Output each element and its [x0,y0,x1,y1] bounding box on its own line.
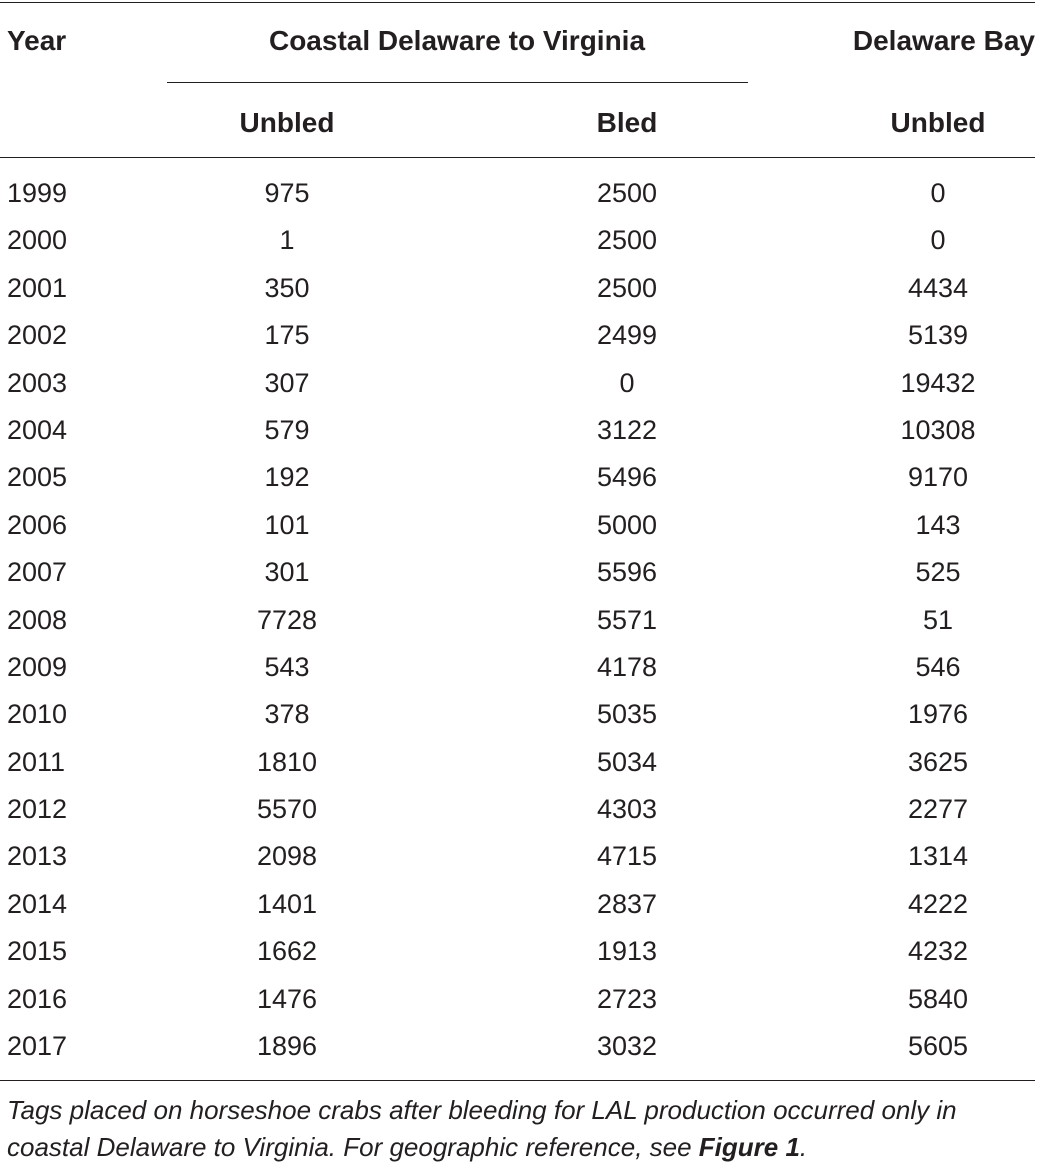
cell-coastal-bled: 2499 [596,320,658,351]
cell-bay-unbled: 51 [922,604,954,635]
cell-year: 2008 [7,604,68,635]
cell-coastal-unbled: 301 [264,557,310,588]
cell-bay-unbled: 0 [930,225,946,256]
cell-coastal-bled: 1913 [596,936,658,967]
header-bottom-rule [0,157,1035,158]
table-row [0,312,1041,359]
cell-bay-unbled: 143 [915,509,961,540]
cell-coastal-unbled: 192 [264,462,310,493]
figure-reference: Figure 1 [698,1132,800,1162]
cell-bay-unbled: 5139 [907,320,969,351]
cell-coastal-unbled: 7728 [256,604,318,635]
cell-bay-unbled: 9170 [907,462,969,493]
table-row [0,1023,1041,1070]
cell-coastal-bled: 3122 [596,414,658,445]
table-row [0,833,1041,880]
cell-bay-unbled: 0 [930,178,946,208]
cell-year: 2002 [7,320,68,351]
cell-coastal-bled: 4715 [596,841,658,872]
cell-coastal-bled: 0 [619,367,635,398]
cell-coastal-unbled: 101 [264,509,310,540]
cell-bay-unbled: 19432 [900,367,976,398]
footnote-end: . [799,1132,808,1162]
table-top-rule [0,2,1035,3]
cell-coastal-unbled: 543 [264,651,310,682]
cell-coastal-unbled: 350 [264,272,310,303]
cell-coastal-unbled: 975 [264,178,310,208]
cell-coastal-bled: 5571 [596,604,658,635]
cell-coastal-bled: 5034 [596,746,658,777]
cell-bay-unbled: 546 [915,651,961,682]
cell-year: 2015 [7,936,68,967]
coastal-group-rule [167,82,748,83]
table-footnote [7,1092,1037,1166]
cell-coastal-unbled: 1 [279,225,295,256]
table-row [0,217,1041,264]
cell-coastal-unbled: 1810 [256,746,318,777]
cell-coastal-unbled: 1896 [256,1031,318,1062]
cell-coastal-bled: 5596 [596,557,658,588]
cell-year: 2004 [7,414,68,445]
table-bottom-rule [0,1080,1035,1081]
header-bay-unbled: Unbled [890,107,986,138]
header-coastal-unbled: Unbled [239,107,335,138]
cell-bay-unbled: 1314 [907,841,969,872]
cell-coastal-bled: 2500 [596,272,658,303]
cell-coastal-bled: 5000 [596,509,658,540]
cell-year: 2007 [7,557,68,588]
cell-coastal-unbled: 579 [264,414,310,445]
table-row [0,976,1041,1023]
table-row [0,502,1041,549]
cell-coastal-unbled: 1476 [256,983,318,1014]
cell-coastal-unbled: 175 [264,320,310,351]
table-row [0,549,1041,596]
cell-year: 2009 [7,651,68,682]
table-row [0,881,1041,928]
table-row [0,265,1041,312]
table-row [0,786,1041,833]
cell-bay-unbled: 1976 [907,699,969,730]
cell-bay-unbled: 3625 [907,746,969,777]
cell-bay-unbled: 5840 [907,983,969,1014]
cell-year: 2010 [7,699,68,730]
cell-coastal-bled: 2723 [596,983,658,1014]
cell-coastal-unbled: 2098 [256,841,318,872]
cell-bay-unbled: 5605 [907,1031,969,1062]
cell-coastal-bled: 2837 [596,888,658,919]
cell-year: 2005 [7,462,68,493]
cell-year: 2012 [7,794,68,825]
cell-coastal-unbled: 5570 [256,794,318,825]
header-year: Year [7,25,67,56]
cell-coastal-bled: 3032 [596,1031,658,1062]
cell-coastal-bled: 5035 [596,699,658,730]
cell-coastal-bled: 2500 [596,225,658,256]
table-row [0,360,1041,407]
cell-year: 2014 [7,888,68,919]
cell-year: 2001 [7,272,68,303]
cell-coastal-unbled: 1401 [256,888,318,919]
cell-coastal-bled: 4303 [596,794,658,825]
cell-year: 2003 [7,367,68,398]
cell-coastal-unbled: 378 [264,699,310,730]
table-row [0,739,1041,786]
table-row [0,644,1041,691]
cell-year: 1999 [7,178,68,208]
cell-coastal-unbled: 1662 [256,936,318,967]
cell-bay-unbled: 2277 [907,794,969,825]
cell-coastal-bled: 5496 [596,462,658,493]
cell-bay-unbled: 525 [915,557,961,588]
cell-bay-unbled: 4434 [907,272,969,303]
cell-year: 2016 [7,983,68,1014]
table-body [0,170,1041,1070]
cell-bay-unbled: 4232 [907,936,969,967]
table-row [0,597,1041,644]
cell-year: 2017 [7,1031,68,1062]
table-row [0,170,1041,217]
cell-year: 2011 [7,746,66,777]
header-group-delaware-bay: Delaware Bay [852,25,1035,56]
cell-coastal-unbled: 307 [264,367,310,398]
cell-bay-unbled: 10308 [900,414,976,445]
cell-coastal-bled: 4178 [596,651,658,682]
footnote-text: Tags placed on horseshoe crabs after bleeding for LAL production occurred only in coastal Delaware to Virginia. For geographic reference, see [7,1095,957,1162]
header-group-coastal: Coastal Delaware to Virginia [268,25,646,56]
table-row [0,407,1041,454]
header-coastal-bled: Bled [596,107,658,138]
cell-year: 2013 [7,841,68,872]
table-row [0,928,1041,975]
table-row [0,691,1041,738]
cell-coastal-bled: 2500 [596,178,658,208]
cell-year: 2006 [7,509,68,540]
cell-bay-unbled: 4222 [907,888,969,919]
cell-year: 2000 [7,225,68,256]
table-row [0,454,1041,501]
